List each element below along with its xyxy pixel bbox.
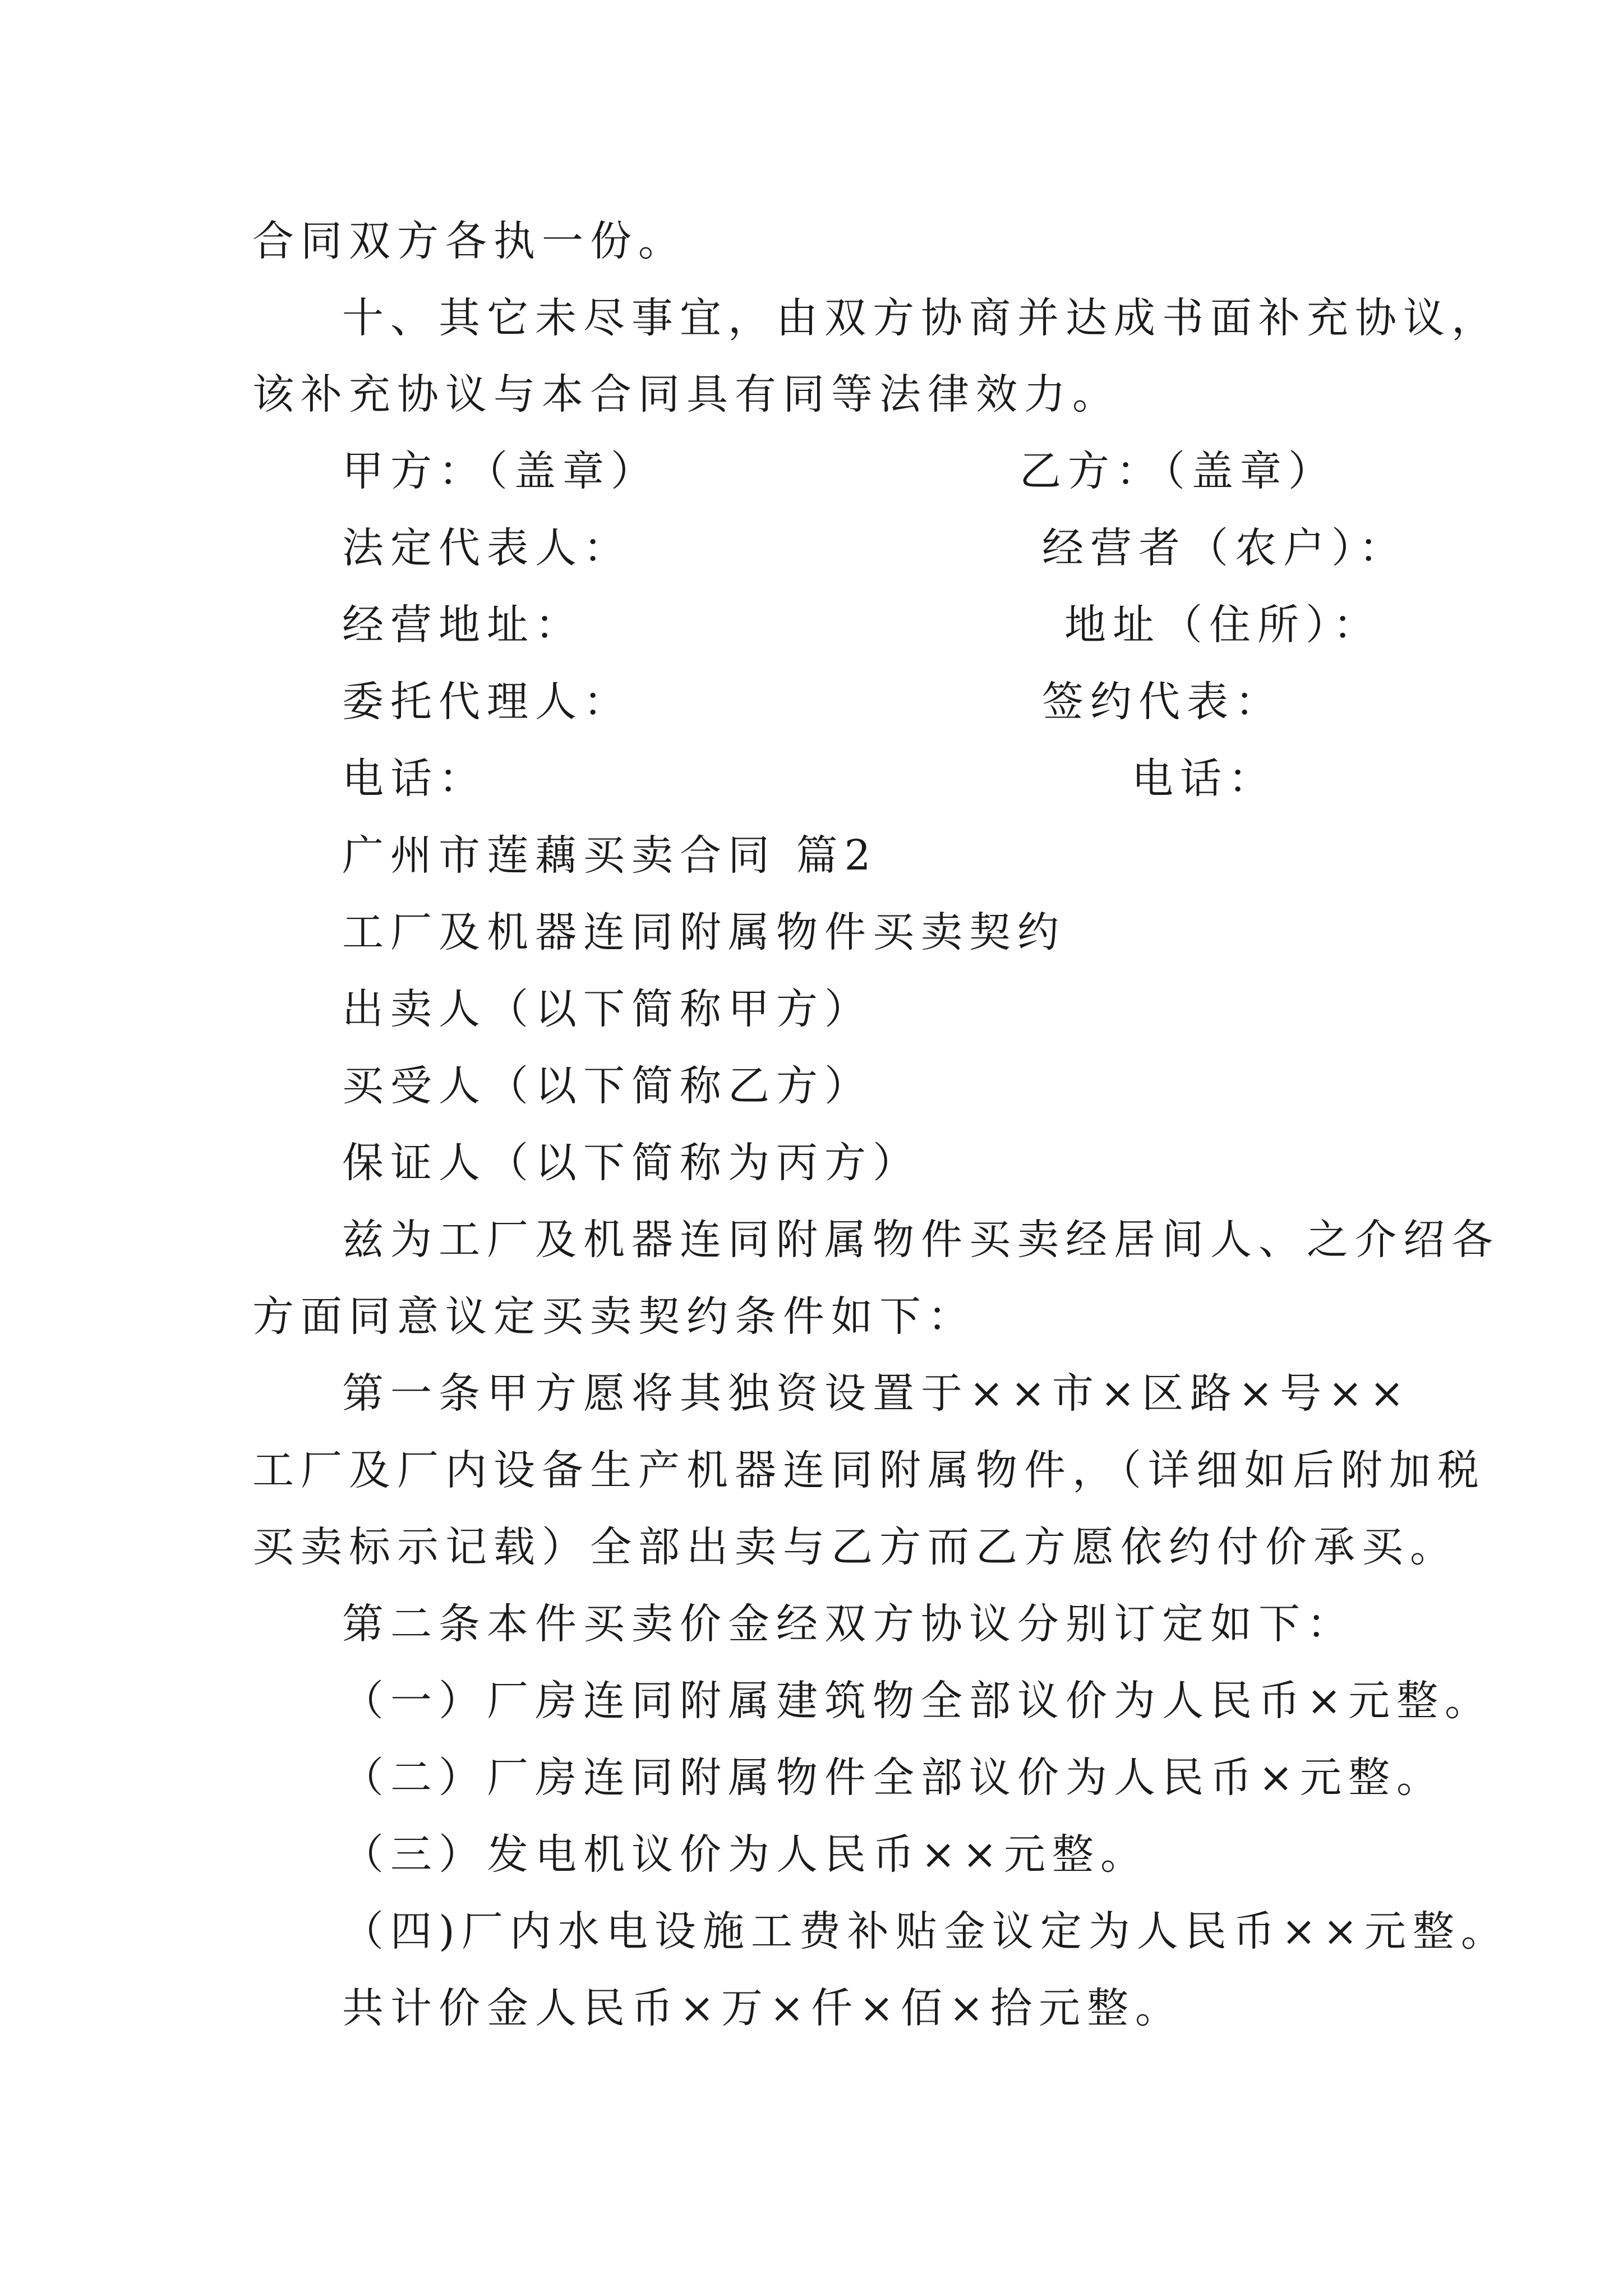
operator-label: 经营者（农户）：	[1042, 524, 1407, 572]
paragraph-article-10-cont: 该补充协议与本合同具有同等法律效力。	[252, 370, 1121, 418]
party-a-seal: 甲方：（盖章）	[342, 447, 659, 495]
article-1-line-3: 买卖标示记载）全部出卖与乙方而乙方愿依约付价承买。	[252, 1523, 1458, 1571]
article-1-line-1: 第一条甲方愿将其独资设置于××市×区路×号××	[342, 1369, 1412, 1418]
paragraph-article-10: 十、其它未尽事宜，由双方协商并达成书面补充协议，	[342, 294, 1500, 342]
address-label: 地址（住所）：	[1064, 601, 1381, 649]
price-item-3: （三）发电机议价为人民币××元整。	[342, 1830, 1149, 1879]
business-address-label: 经营地址：	[342, 601, 583, 649]
price-item-1: （一）厂房连同附属建筑物全部议价为人民币×元整。	[342, 1677, 1493, 1725]
guarantor-line: 保证人（以下简称为丙方）	[342, 1139, 921, 1187]
intro-line-1: 兹为工厂及机器连同附属物件买卖经居间人、之介绍各	[342, 1216, 1500, 1264]
party-b-seal: 乙方：（盖章）	[1020, 447, 1336, 495]
legal-representative-label: 法定代表人：	[342, 524, 631, 572]
intro-line-2: 方面同意议定买卖契约条件如下：	[252, 1292, 976, 1341]
article-1-line-2: 工厂及厂内设备生产机器连同附属物件，（详细如后附加税	[252, 1446, 1486, 1494]
section-title: 广州市莲藕买卖合同 篇2	[342, 831, 878, 880]
buyer-line: 买受人（以下简称乙方）	[342, 1062, 873, 1110]
price-item-4: （四)厂内水电设施工费补贴金议定为人民币××元整。	[342, 1907, 1509, 1955]
price-item-2: （二）厂房连同附属物件全部议价为人民币×元整。	[342, 1754, 1445, 1802]
contract-subtitle: 工厂及机器连同附属物件买卖契约	[342, 908, 1066, 956]
signing-representative-label: 签约代表：	[1042, 678, 1283, 726]
paragraph-copies: 合同双方各执一份。	[252, 217, 686, 265]
price-total: 共计价金人民币×万×仟×佰×拾元整。	[342, 1984, 1184, 2032]
seller-line: 出卖人（以下简称甲方）	[342, 985, 873, 1033]
article-2-line: 第二条本件买卖价金经双方协议分别订定如下：	[342, 1600, 1355, 1648]
agent-label: 委托代理人：	[342, 678, 631, 726]
phone-a-label: 电话：	[342, 754, 487, 803]
phone-b-label: 电话：	[1132, 754, 1276, 803]
